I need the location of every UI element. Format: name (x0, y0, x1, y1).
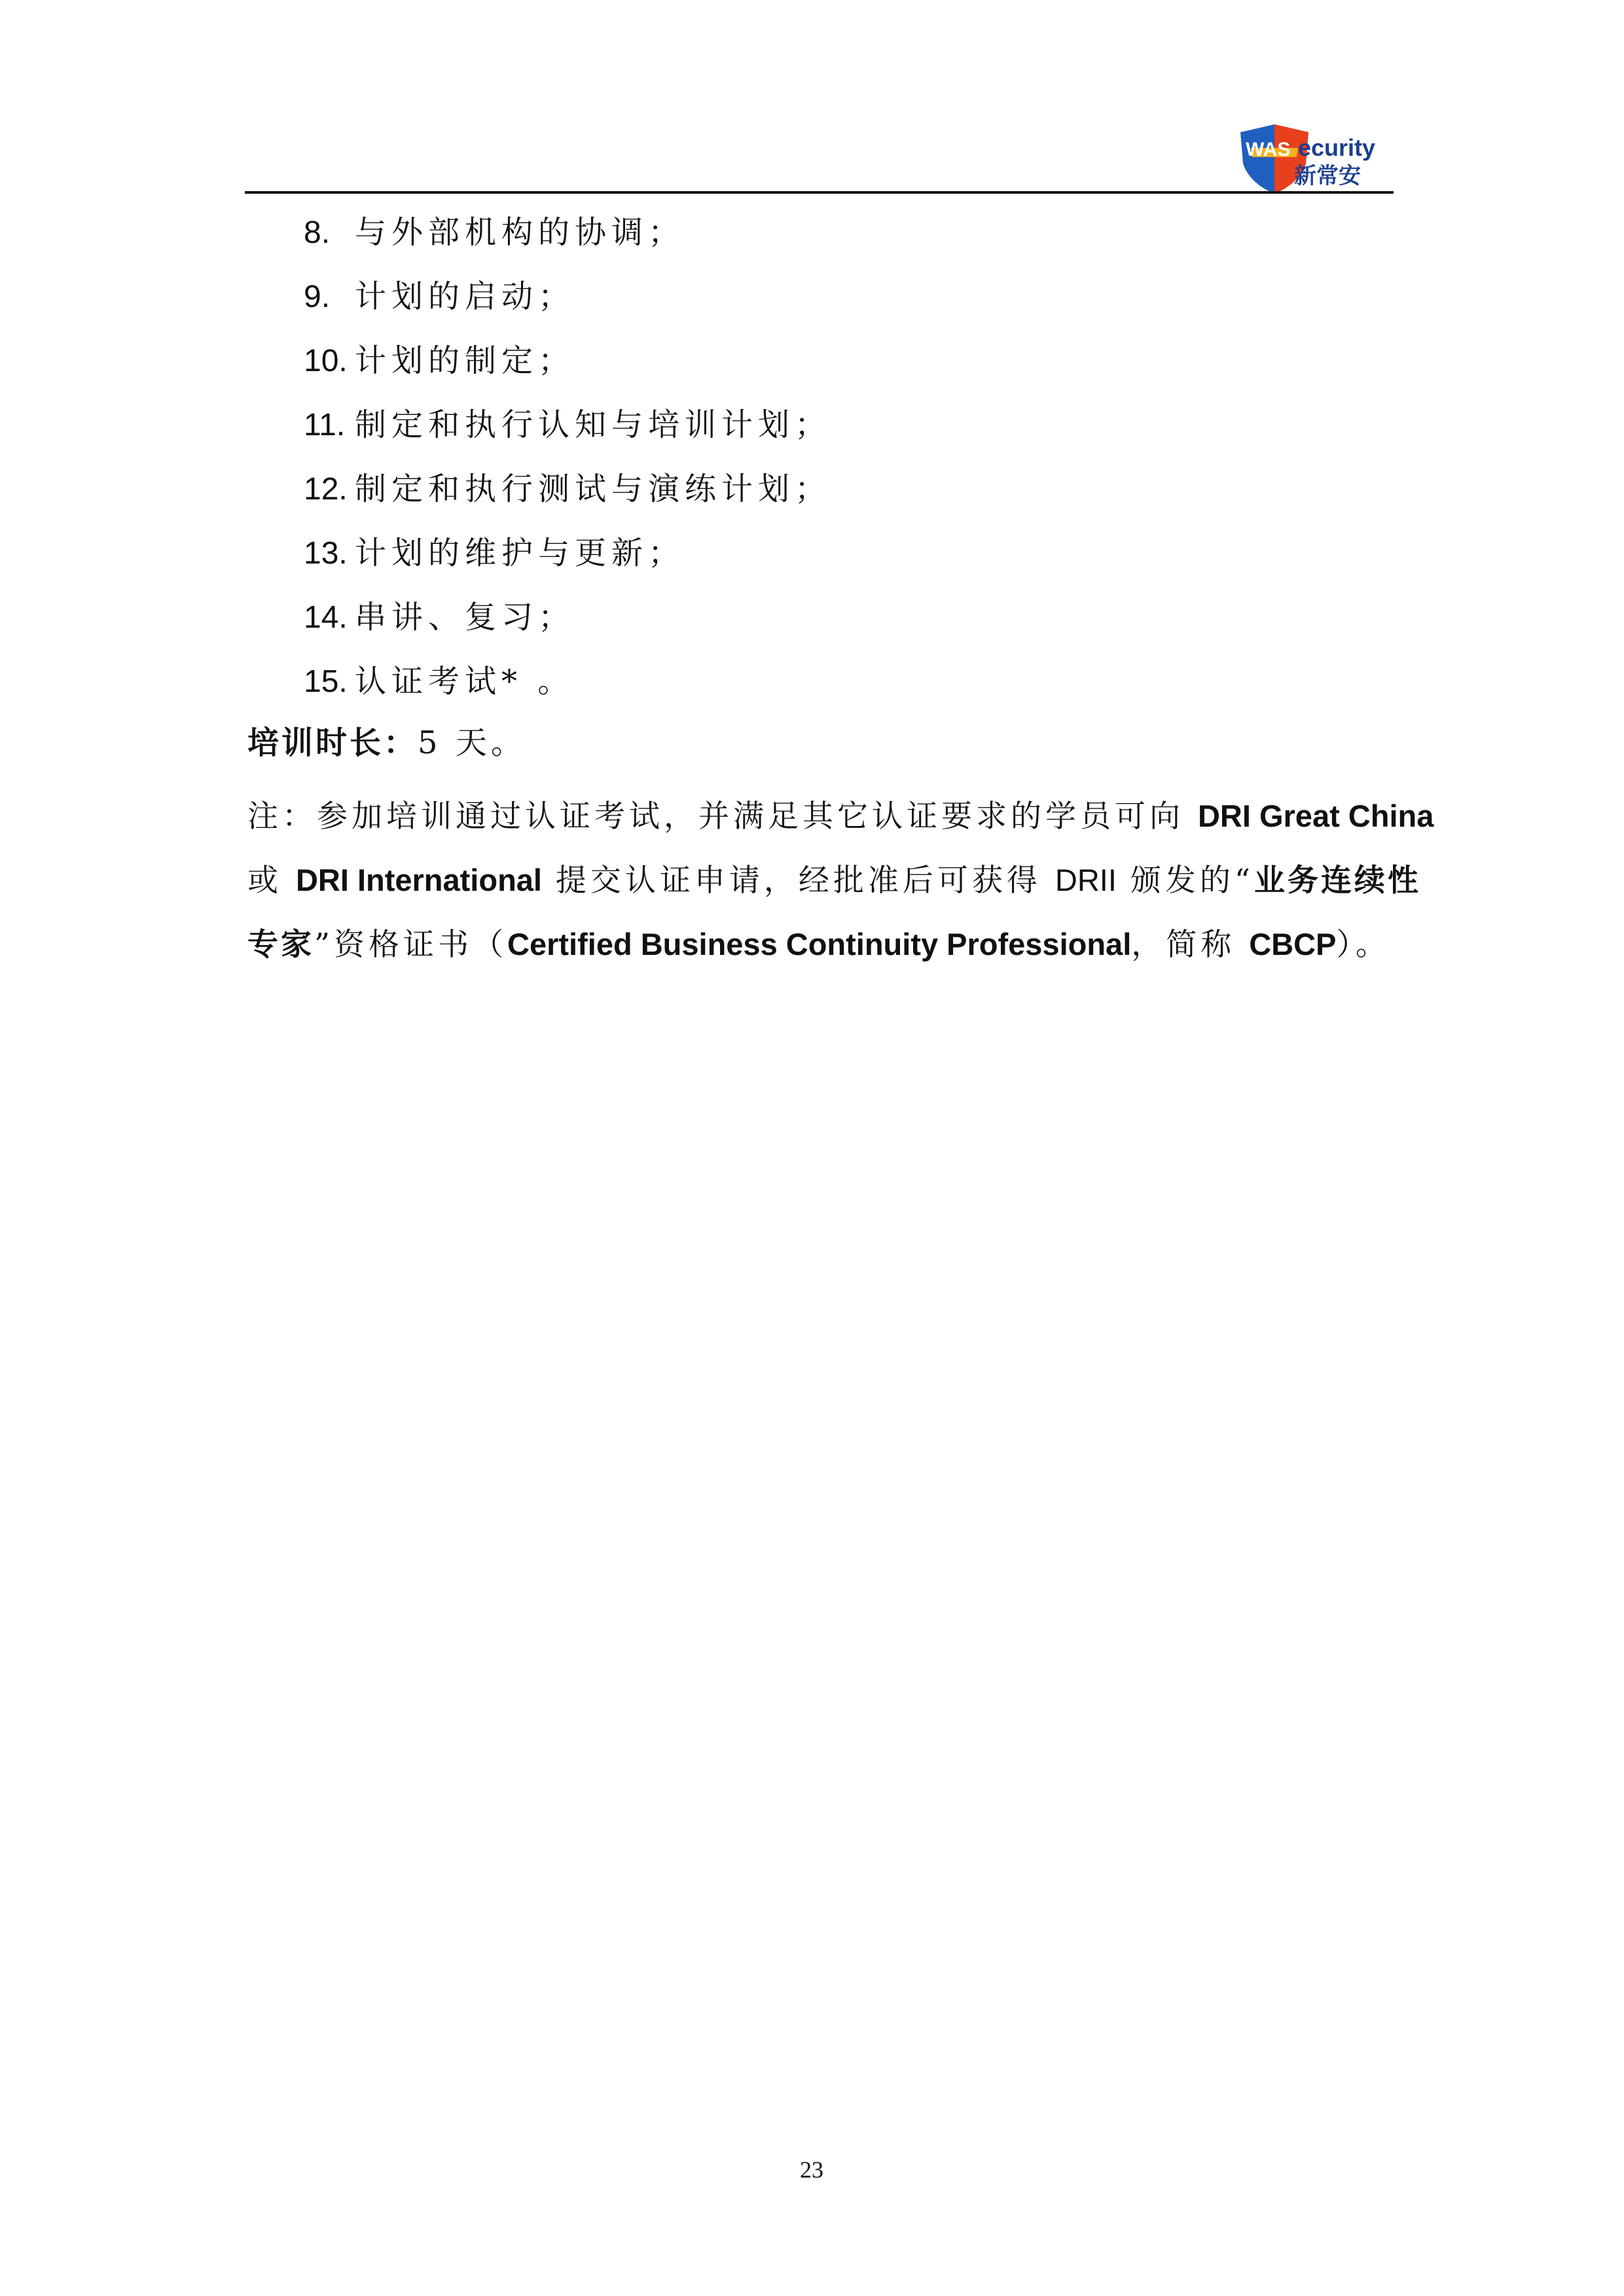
wasecurity-logo (1234, 118, 1391, 196)
list-item (304, 594, 831, 658)
note-text: 注：参加培训通过认证考试，并满足其它认证要求的学员可向 (247, 798, 1198, 834)
logo-subtitle: 新常安 (1294, 163, 1361, 189)
note-line-3 (247, 912, 1390, 977)
note-org-abbrev: DRII (1055, 863, 1117, 897)
logo-text-ecurity: ecurity (1298, 134, 1376, 161)
page-number: 23 (800, 2157, 823, 2183)
note-org-name: DRI International (295, 863, 542, 897)
list-item (304, 466, 831, 530)
note-text: 或 (247, 863, 296, 899)
list-item-number: 13. (304, 536, 348, 571)
list-item (304, 530, 831, 594)
note-certificate-name: 专家 (247, 927, 314, 963)
training-duration (247, 720, 526, 766)
note-text: 提交认证申请，经批准后可获得 (541, 863, 1055, 899)
list-item (304, 338, 831, 402)
note-org-name: DRI Great China (1197, 798, 1434, 833)
duration-value: 5 天。 (418, 725, 526, 761)
list-item-number: 9. (304, 279, 331, 314)
list-item-text: 与外部机构的协调； (355, 214, 685, 251)
list-item-text: 计划的维护与更新； (355, 535, 685, 571)
note-text: ）。 (1336, 927, 1390, 963)
logo-text-was: WAS (1246, 139, 1291, 160)
certification-note (247, 784, 1434, 977)
list-item (304, 209, 831, 274)
note-text: 颁发的“ (1116, 863, 1254, 899)
list-item-number: 12. (304, 472, 348, 507)
header-divider (245, 191, 1394, 194)
list-item (304, 402, 831, 466)
list-item-number: 15. (304, 664, 348, 699)
list-item (304, 274, 831, 338)
list-item-number: 10. (304, 344, 348, 378)
list-item-number: 14. (304, 600, 348, 635)
list-item-number: 11. (304, 408, 346, 442)
list-item-text: 串讲、复习； (355, 599, 575, 636)
note-text: ，简称 (1131, 927, 1250, 963)
note-line-2 (247, 848, 1421, 912)
list-item-text: 制定和执行认知与培训计划； (355, 406, 832, 443)
note-text: ”资格证书（ (314, 927, 508, 963)
list-item-text: 计划的启动； (355, 278, 575, 315)
list-item-text: 制定和执行测试与演练计划； (355, 471, 832, 507)
duration-label: 培训时长： (247, 725, 418, 761)
list-item-number: 8. (304, 215, 331, 250)
note-certificate-abbrev: CBCP (1249, 927, 1337, 961)
note-certificate-name: 业务连续性 (1254, 863, 1421, 899)
note-line-1 (247, 784, 1434, 848)
note-certificate-english: Certified Business Continuity Professional (507, 927, 1132, 961)
course-topic-list (304, 209, 831, 723)
list-item (304, 658, 831, 723)
list-item-text: 认证考试* 。 (355, 663, 575, 700)
list-item-text: 计划的制定； (355, 342, 575, 379)
